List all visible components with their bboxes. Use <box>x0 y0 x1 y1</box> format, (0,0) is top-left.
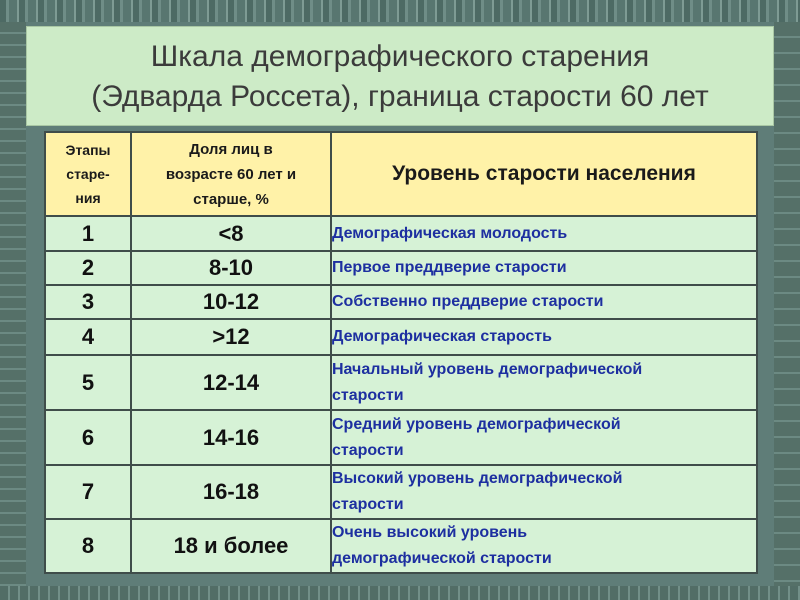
header-level: Уровень старости населения <box>331 132 757 216</box>
slide-title <box>26 26 774 126</box>
background-circuit-right <box>774 22 800 600</box>
cell-share: 12-14 <box>131 355 331 410</box>
cell-share: 16-18 <box>131 465 331 519</box>
header-share: Доля лиц в возрасте 60 лет и старше, % <box>131 132 331 216</box>
cell-level: Высокий уровень демографической старости <box>331 465 757 519</box>
title-line-2: (Эдварда Россета), граница старости 60 лет <box>91 80 709 113</box>
table-row <box>45 319 757 355</box>
aging-scale-table <box>44 131 758 574</box>
cell-stage: 4 <box>45 319 131 355</box>
cell-share: 8-10 <box>131 251 331 285</box>
table-row <box>45 465 757 519</box>
cell-share: 18 и более <box>131 519 331 573</box>
cell-stage: 3 <box>45 285 131 319</box>
title-line-1: Шкала демографического старения <box>150 40 650 73</box>
cell-stage: 5 <box>45 355 131 410</box>
cell-level: Начальный уровень демографической старости <box>331 355 757 410</box>
background-circuit-strip <box>0 0 800 22</box>
cell-level: Демографическая старость <box>331 319 757 355</box>
cell-level: Демографическая молодость <box>331 216 757 251</box>
table-row <box>45 216 757 251</box>
background-circuit-bottom <box>0 586 800 600</box>
cell-share: 10-12 <box>131 285 331 319</box>
cell-share: 14-16 <box>131 410 331 465</box>
cell-share: <8 <box>131 216 331 251</box>
table-row <box>45 285 757 319</box>
table-row <box>45 355 757 410</box>
cell-share: >12 <box>131 319 331 355</box>
cell-stage: 1 <box>45 216 131 251</box>
cell-level: Очень высокий уровень демографической старости <box>331 519 757 573</box>
table-row <box>45 410 757 465</box>
cell-stage: 7 <box>45 465 131 519</box>
cell-stage: 6 <box>45 410 131 465</box>
table-row <box>45 519 757 573</box>
cell-level: Средний уровень демографической старости <box>331 410 757 465</box>
table-header-row <box>45 132 757 216</box>
table-row <box>45 251 757 285</box>
cell-stage: 2 <box>45 251 131 285</box>
background-circuit-left <box>0 22 26 600</box>
cell-stage: 8 <box>45 519 131 573</box>
cell-level: Собственно преддверие старости <box>331 285 757 319</box>
cell-level: Первое преддверие старости <box>331 251 757 285</box>
header-stage: Этапы старе- ния <box>45 132 131 216</box>
